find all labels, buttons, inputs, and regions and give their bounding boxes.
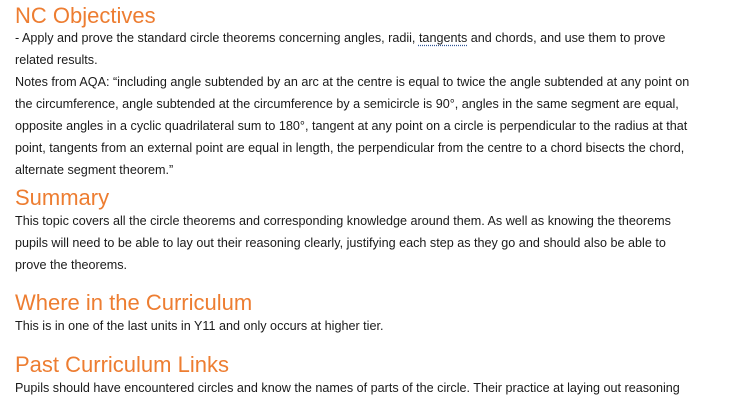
section-body-where-in-curriculum [15,315,383,337]
section-heading-past-curriculum-links: Past Curriculum Links [15,352,229,377]
paragraph-line: point, tangents from an external point are equal in length, the perpendicular from the centre to a chord bisects the chord, [15,141,685,155]
spellcheck-underlined-word[interactable]: tangents [418,31,468,45]
text-run: - Apply and prove the standard circle theorems concerning angles, radii, [15,31,419,45]
paragraph-line: alternate segment theorem.” [15,163,174,177]
paragraph-line: Notes from AQA: “including angle subtended by an arc at the centre is equal to twice the angle subtended at any point on [15,75,690,89]
paragraph-line: opposite angles in a cyclic quadrilateral sum to 180°, tangent at any point on a circle is perpendicular to the radius at that [15,119,688,133]
paragraph-line: prove the theorems. [15,258,128,272]
paragraph-line: This topic covers all the circle theorems and corresponding knowledge around them. As well as knowing the theorems [15,214,671,228]
text-run: and chords, and use them to prove [467,31,666,45]
section-body-nc-objectives [15,27,689,181]
section-heading-where-in-curriculum: Where in the Curriculum [15,290,253,315]
section-body-past-curriculum-links [15,377,680,399]
paragraph-line: Pupils should have encountered circles and know the names of parts of the circle. Their practice at laying out reasoning [15,381,680,395]
paragraph-line: related results. [15,53,98,67]
section-heading-summary: Summary [15,185,110,210]
paragraph-line: the circumference, angle subtended at the circumference by a semicircle is 90°, angles in the same segment are equal, [15,97,679,111]
section-body-summary [15,210,671,276]
section-heading-nc-objectives: NC Objectives [15,3,156,28]
paragraph-line: This is in one of the last units in Y11 and only occurs at higher tier. [15,319,384,333]
paragraph-line [15,27,689,49]
paragraph-line: pupils will need to be able to lay out their reasoning clearly, justifying each step as they go and should also be able to [15,236,666,250]
